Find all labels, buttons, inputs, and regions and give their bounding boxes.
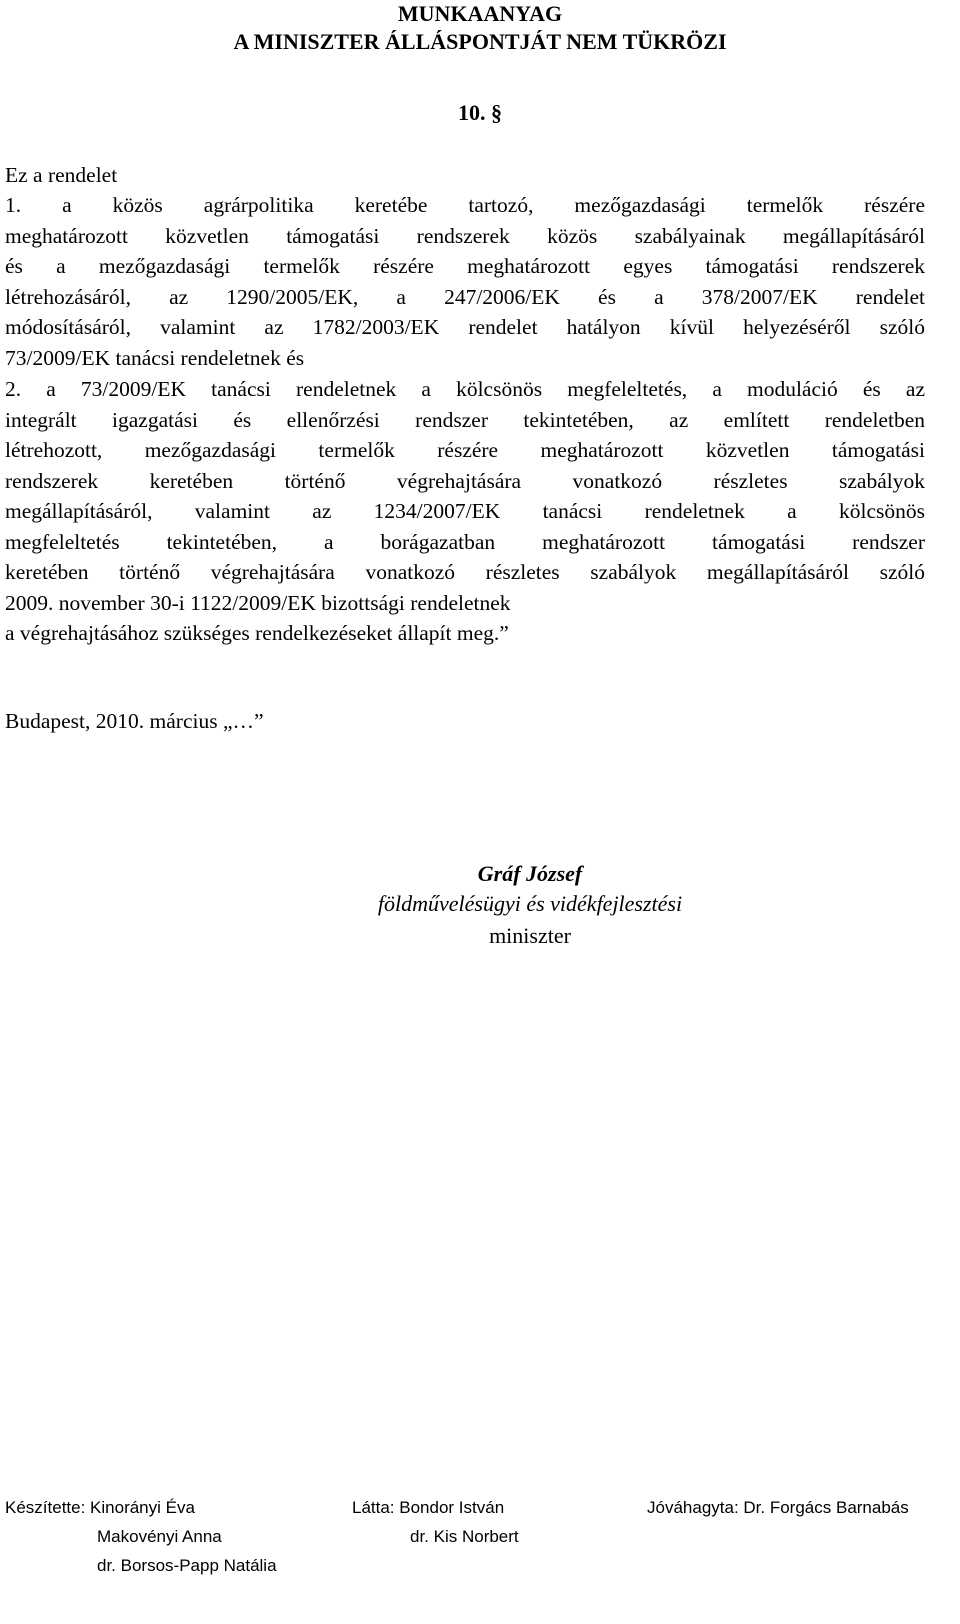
paragraph-2-line: 2. a 73/2009/EK tanácsi rendeletnek a kölcsönös megfeleltetés, a moduláció és az — [5, 377, 925, 401]
signatory-role: miniszter — [489, 923, 571, 948]
paragraph-1-line: módosításáról, valamint az 1782/2003/EK rendelet hatályon kívül helyezéséről szóló — [5, 315, 925, 339]
footer-prepared-by-2: Makovényi Anna — [97, 1527, 222, 1546]
footer-seen-by-2: dr. Kis Norbert — [410, 1527, 519, 1546]
paragraph-2-line: keretében történő végrehajtására vonatkozó részletes szabályok megállapításáról szóló — [5, 560, 925, 584]
footer-approved-by: Jóváhagyta: Dr. Forgács Barnabás — [647, 1498, 909, 1517]
section-title: 10. § — [458, 100, 502, 125]
place-date: Budapest, 2010. március „…” — [5, 709, 264, 733]
disclaimer-label: A MINISZTER ÁLLÁSPONTJÁT NEM TÜKRÖZI — [233, 29, 727, 54]
paragraph-2-line: a végrehajtásához szükséges rendelkezéseket állapít meg.” — [5, 621, 509, 645]
paragraph-1 — [5, 190, 925, 373]
paragraph-2 — [5, 374, 925, 649]
draft-label: MUNKAANYAG — [397, 1, 563, 26]
paragraph-2-line: integrált igazgatási és ellenőrzési rendszer tekintetében, az említett rendeletben — [5, 407, 925, 432]
paragraph-1-line: 1. a közös agrárpolitika keretébe tartozó, mezőgazdasági termelők részére — [5, 193, 925, 217]
paragraph-1-line: létrehozásáról, az 1290/2005/EK, a 247/2006/EK és a 378/2007/EK rendelet — [5, 284, 925, 309]
footer-prepared-by: Készítette: Kinorányi Éva — [5, 1498, 195, 1517]
paragraph-2-line: megállapításáról, valamint az 1234/2007/EK tanácsi rendeletnek a kölcsönös — [5, 499, 925, 523]
paragraph-1-line: és a mezőgazdasági termelők részére meghatározott egyes támogatási rendszerek — [5, 254, 925, 278]
paragraph-2-line: megfeleltetés tekintetében, a borágazatban meghatározott támogatási rendszer — [5, 529, 925, 554]
paragraph-1-line: 73/2009/EK tanácsi rendeletnek és — [5, 345, 305, 370]
signatory-name: Gráf József — [477, 861, 583, 886]
paragraph-2-line: létrehozott, mezőgazdasági termelők részére meghatározott közvetlen támogatási — [5, 438, 925, 462]
footer-prepared-by-3: dr. Borsos-Papp Natália — [97, 1556, 277, 1575]
footer-seen-by: Látta: Bondor István — [352, 1498, 505, 1517]
paragraph-2-line: 2009. november 30-i 1122/2009/EK bizottsági rendeletnek — [5, 590, 511, 615]
paragraph-1-line: meghatározott közvetlen támogatási rendszerek közös szabályainak megállapításáról — [5, 223, 925, 248]
intro-text: Ez a rendelet — [5, 163, 118, 187]
signatory-title: földművelésügyi és vidékfejlesztési — [377, 891, 683, 916]
paragraph-2-line: rendszerek keretében történő végrehajtására vonatkozó részletes szabályok — [5, 468, 925, 493]
